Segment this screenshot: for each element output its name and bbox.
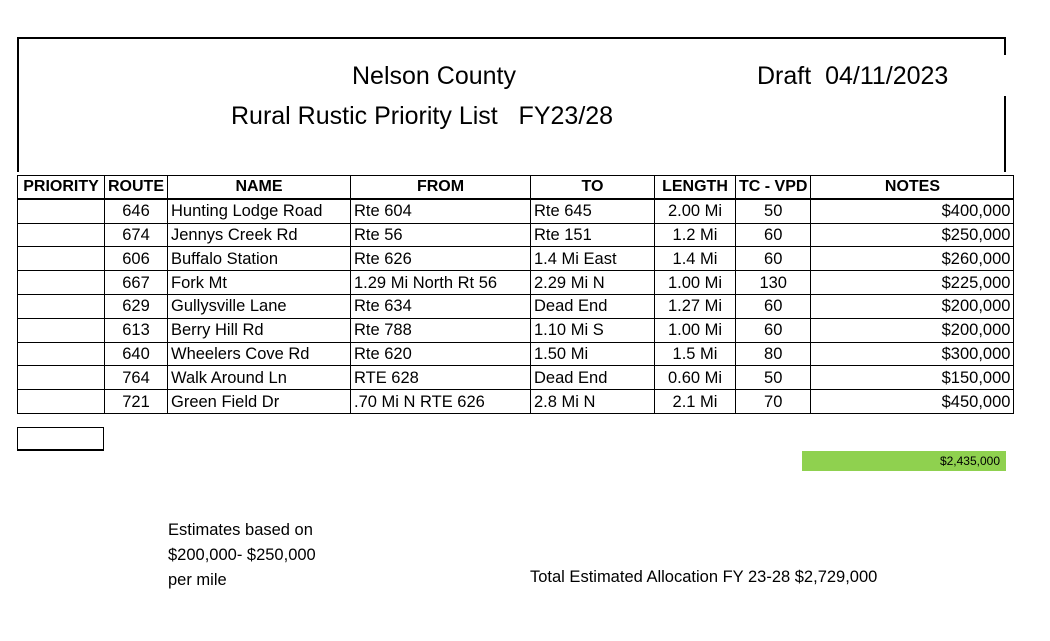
list-title: Rural Rustic Priority List FY23/28 bbox=[231, 102, 614, 130]
to-cell: 1.50 Mi bbox=[531, 342, 655, 366]
draft-date: Draft 04/11/2023 bbox=[757, 62, 949, 90]
table-row bbox=[18, 247, 1014, 271]
column-header-length: LENGTH bbox=[655, 176, 736, 200]
column-header-priority: PRIORITY bbox=[18, 176, 105, 200]
from-cell: 1.29 Mi North Rt 56 bbox=[351, 271, 531, 295]
from-cell: .70 Mi N RTE 626 bbox=[351, 390, 531, 414]
table-row bbox=[18, 318, 1014, 342]
length-cell: 1.00 Mi bbox=[655, 271, 736, 295]
table-row bbox=[18, 199, 1014, 223]
to-cell: 1.4 Mi East bbox=[531, 247, 655, 271]
estimates-line: $200,000- $250,000 bbox=[168, 546, 316, 564]
tc-vpd-cell: 70 bbox=[736, 390, 811, 414]
priority-cell bbox=[18, 342, 105, 366]
tc-vpd-cell: 80 bbox=[736, 342, 811, 366]
tc-vpd-cell: 50 bbox=[736, 366, 811, 390]
tc-vpd-cell: 130 bbox=[736, 271, 811, 295]
column-header-name: NAME bbox=[168, 176, 351, 200]
header-frame-right-edge bbox=[1004, 37, 1006, 55]
total-cost-cell: $2,435,000 bbox=[802, 451, 1006, 471]
length-cell: 2.00 Mi bbox=[655, 199, 736, 223]
estimates-line: per mile bbox=[168, 571, 227, 589]
to-cell: 1.10 Mi S bbox=[531, 318, 655, 342]
name-cell: Walk Around Ln bbox=[168, 366, 351, 390]
notes-cell: $450,000 bbox=[811, 390, 1014, 414]
priority-table bbox=[17, 175, 1014, 414]
notes-cell: $300,000 bbox=[811, 342, 1014, 366]
priority-cell bbox=[18, 199, 105, 223]
route-cell: 629 bbox=[105, 294, 168, 318]
name-cell: Hunting Lodge Road bbox=[168, 199, 351, 223]
tc-vpd-cell: 50 bbox=[736, 199, 811, 223]
name-cell: Wheelers Cove Rd bbox=[168, 342, 351, 366]
route-cell: 613 bbox=[105, 318, 168, 342]
from-cell: Rte 620 bbox=[351, 342, 531, 366]
notes-cell: $250,000 bbox=[811, 223, 1014, 247]
name-cell: Fork Mt bbox=[168, 271, 351, 295]
notes-cell: $260,000 bbox=[811, 247, 1014, 271]
tc-vpd-cell: 60 bbox=[736, 247, 811, 271]
empty-priority-cell bbox=[17, 427, 104, 451]
tc-vpd-cell: 60 bbox=[736, 318, 811, 342]
estimates-line: Estimates based on bbox=[168, 521, 313, 539]
route-cell: 764 bbox=[105, 366, 168, 390]
priority-cell bbox=[18, 271, 105, 295]
to-cell: 2.8 Mi N bbox=[531, 390, 655, 414]
column-header-to: TO bbox=[531, 176, 655, 200]
length-cell: 0.60 Mi bbox=[655, 366, 736, 390]
column-header-route: ROUTE bbox=[105, 176, 168, 200]
priority-cell bbox=[18, 247, 105, 271]
from-cell: Rte 634 bbox=[351, 294, 531, 318]
from-cell: Rte 788 bbox=[351, 318, 531, 342]
route-cell: 646 bbox=[105, 199, 168, 223]
route-cell: 606 bbox=[105, 247, 168, 271]
header-frame-right-edge-lower bbox=[1004, 96, 1006, 172]
route-cell: 674 bbox=[105, 223, 168, 247]
name-cell: Gullysville Lane bbox=[168, 294, 351, 318]
column-header-tc-vpd: TC - VPD bbox=[736, 176, 811, 200]
to-cell: 2.29 Mi N bbox=[531, 271, 655, 295]
route-cell: 667 bbox=[105, 271, 168, 295]
table-row bbox=[18, 390, 1014, 414]
notes-cell: $400,000 bbox=[811, 199, 1014, 223]
notes-cell: $150,000 bbox=[811, 366, 1014, 390]
length-cell: 1.5 Mi bbox=[655, 342, 736, 366]
from-cell: RTE 628 bbox=[351, 366, 531, 390]
priority-cell bbox=[18, 318, 105, 342]
priority-cell bbox=[18, 390, 105, 414]
priority-cell bbox=[18, 223, 105, 247]
table-row bbox=[18, 366, 1014, 390]
estimates-note bbox=[168, 518, 316, 593]
name-cell: Berry Hill Rd bbox=[168, 318, 351, 342]
from-cell: Rte 626 bbox=[351, 247, 531, 271]
length-cell: 2.1 Mi bbox=[655, 390, 736, 414]
table-header-row bbox=[18, 176, 1014, 200]
notes-cell: $225,000 bbox=[811, 271, 1014, 295]
route-cell: 721 bbox=[105, 390, 168, 414]
name-cell: Green Field Dr bbox=[168, 390, 351, 414]
column-header-from: FROM bbox=[351, 176, 531, 200]
name-cell: Jennys Creek Rd bbox=[168, 223, 351, 247]
priority-cell bbox=[18, 294, 105, 318]
length-cell: 1.00 Mi bbox=[655, 318, 736, 342]
to-cell: Dead End bbox=[531, 366, 655, 390]
tc-vpd-cell: 60 bbox=[736, 294, 811, 318]
tc-vpd-cell: 60 bbox=[736, 223, 811, 247]
to-cell: Rte 645 bbox=[531, 199, 655, 223]
length-cell: 1.27 Mi bbox=[655, 294, 736, 318]
to-cell: Dead End bbox=[531, 294, 655, 318]
total-allocation: Total Estimated Allocation FY 23-28 $2,729,000 bbox=[530, 568, 878, 586]
table-row bbox=[18, 271, 1014, 295]
from-cell: Rte 56 bbox=[351, 223, 531, 247]
from-cell: Rte 604 bbox=[351, 199, 531, 223]
priority-cell bbox=[18, 366, 105, 390]
length-cell: 1.4 Mi bbox=[655, 247, 736, 271]
name-cell: Buffalo Station bbox=[168, 247, 351, 271]
notes-cell: $200,000 bbox=[811, 318, 1014, 342]
notes-cell: $200,000 bbox=[811, 294, 1014, 318]
table-row bbox=[18, 223, 1014, 247]
to-cell: Rte 151 bbox=[531, 223, 655, 247]
table-row bbox=[18, 342, 1014, 366]
route-cell: 640 bbox=[105, 342, 168, 366]
column-header-notes: NOTES bbox=[811, 176, 1014, 200]
table-row bbox=[18, 294, 1014, 318]
length-cell: 1.2 Mi bbox=[655, 223, 736, 247]
county-title: Nelson County bbox=[352, 62, 516, 90]
